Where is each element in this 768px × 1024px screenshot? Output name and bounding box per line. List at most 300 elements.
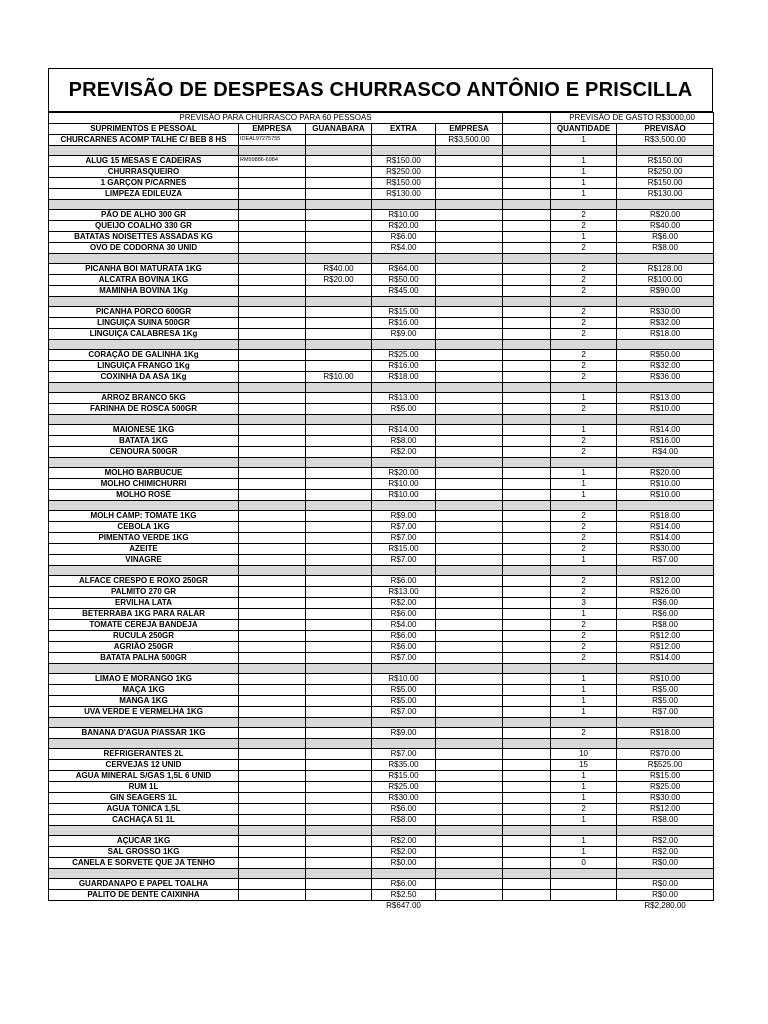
extra-cell: R$10.00 <box>372 210 436 221</box>
prev-cell: R$150.00 <box>617 156 714 167</box>
qty-cell: 2 <box>551 522 617 533</box>
empresa2-cell <box>436 598 503 609</box>
blank-cell <box>503 793 551 804</box>
total-prev: R$2,280.00 <box>644 901 686 911</box>
prev-cell: R$6.00 <box>617 598 714 609</box>
empresa-cell <box>239 490 306 501</box>
guanabara-cell <box>306 815 372 826</box>
empresa-cell <box>239 696 306 707</box>
prev-cell: R$14.00 <box>617 425 714 436</box>
spacer-row <box>49 254 714 264</box>
prev-cell: R$12.00 <box>617 631 714 642</box>
empresa2-cell <box>436 836 503 847</box>
spacer-cell <box>503 383 551 393</box>
extra-cell: R$9.00 <box>372 511 436 522</box>
empresa-cell <box>239 609 306 620</box>
spacer-cell <box>436 869 503 879</box>
guanabara-cell <box>306 782 372 793</box>
item-cell: UVA VERDE E VERMELHA 1KG <box>49 707 239 718</box>
empresa-cell <box>239 393 306 404</box>
extra-cell: R$14.00 <box>372 425 436 436</box>
item-cell: PICANHA BOI MATURATA 1KG <box>49 264 239 275</box>
table-row <box>49 490 714 501</box>
spacer-cell <box>551 340 617 350</box>
spacer-cell <box>49 383 239 393</box>
spacer-row <box>49 826 714 836</box>
blank-cell <box>503 847 551 858</box>
item-cell: ERVILHA LATA <box>49 598 239 609</box>
blank-cell <box>503 511 551 522</box>
blank-cell <box>239 901 306 912</box>
guanabara-cell <box>306 620 372 631</box>
empresa-cell <box>239 189 306 200</box>
extra-cell: R$16.00 <box>372 361 436 372</box>
blank-cell <box>503 836 551 847</box>
blank-cell <box>503 707 551 718</box>
table-row <box>49 404 714 415</box>
table-row <box>49 511 714 522</box>
guanabara-cell <box>306 436 372 447</box>
empresa-cell <box>239 275 306 286</box>
spacer-cell <box>49 566 239 576</box>
empresa2-cell <box>436 178 503 189</box>
prev-cell: R$36.00 <box>617 372 714 383</box>
extra-cell: R$10.00 <box>372 479 436 490</box>
qty-cell: 2 <box>551 533 617 544</box>
spacer-cell <box>306 566 372 576</box>
spacer-cell <box>436 340 503 350</box>
table-row <box>49 307 714 318</box>
empresa2-cell <box>436 221 503 232</box>
table-row <box>49 393 714 404</box>
qty-cell: 1 <box>551 135 617 146</box>
empresa-cell <box>239 771 306 782</box>
blank-cell <box>503 771 551 782</box>
table-row <box>49 156 714 167</box>
qty-cell: 2 <box>551 620 617 631</box>
empresa-cell <box>239 350 306 361</box>
prev-cell: R$8.00 <box>617 243 714 254</box>
guanabara-cell <box>306 544 372 555</box>
blank-cell <box>503 361 551 372</box>
empresa-cell <box>239 631 306 642</box>
extra-cell: R$6.00 <box>372 609 436 620</box>
empresa-cell <box>239 836 306 847</box>
item-cell: AGUA MINERAL S/GAS 1,5L 6 UNID <box>49 771 239 782</box>
item-cell: AZEITE <box>49 544 239 555</box>
spacer-cell <box>239 383 306 393</box>
item-cell: CACHAÇA 51 1L <box>49 815 239 826</box>
spacer-cell <box>617 200 714 210</box>
spacer-cell <box>551 297 617 307</box>
qty-cell <box>551 890 617 901</box>
prev-cell: R$18.00 <box>617 728 714 739</box>
extra-cell: R$25.00 <box>372 350 436 361</box>
qty-cell: 2 <box>551 286 617 297</box>
guanabara-cell <box>306 232 372 243</box>
spacer-cell <box>372 826 436 836</box>
spacer-cell <box>306 869 372 879</box>
item-cell: MOLHO ROSÉ <box>49 490 239 501</box>
prev-cell: R$26.00 <box>617 587 714 598</box>
item-cell: 1 GARÇON P/CARNES <box>49 178 239 189</box>
blank-cell <box>503 728 551 739</box>
spacer-cell <box>551 826 617 836</box>
table-row <box>49 771 714 782</box>
header-cell: QUANTIDADE <box>551 124 617 135</box>
table-row <box>49 329 714 340</box>
empresa2-cell <box>436 210 503 221</box>
guanabara-cell <box>306 847 372 858</box>
qty-cell: 1 <box>551 609 617 620</box>
blank-cell <box>503 642 551 653</box>
item-cell: COXINHA DA ASA 1Kg <box>49 372 239 383</box>
spacer-cell <box>306 340 372 350</box>
spacer-cell <box>551 383 617 393</box>
prev-cell: R$20.00 <box>617 468 714 479</box>
empresa-cell <box>239 879 306 890</box>
empresa2-cell <box>436 350 503 361</box>
table-row <box>49 707 714 718</box>
qty-cell: 1 <box>551 490 617 501</box>
qty-cell: 2 <box>551 361 617 372</box>
empresa-cell <box>239 404 306 415</box>
table-row <box>49 286 714 297</box>
prev-cell: R$25.00 <box>617 782 714 793</box>
empresa-cell <box>239 329 306 340</box>
guanabara-cell <box>306 836 372 847</box>
table-row <box>49 815 714 826</box>
empresa-cell <box>239 511 306 522</box>
extra-cell: R$7.00 <box>372 653 436 664</box>
page-title: PREVISÃO DE DESPESAS CHURRASCO ANTÔNIO E PRISCILLA <box>48 68 713 112</box>
empresa-cell <box>239 286 306 297</box>
spacer-row <box>49 869 714 879</box>
spacer-cell <box>372 297 436 307</box>
empresa-cell <box>239 890 306 901</box>
spacer-cell <box>239 664 306 674</box>
prev-cell: R$18.00 <box>617 511 714 522</box>
empresa2-cell <box>436 707 503 718</box>
extra-cell: R$250.00 <box>372 167 436 178</box>
spacer-row <box>49 501 714 511</box>
prev-cell: R$12.00 <box>617 576 714 587</box>
table-row <box>49 544 714 555</box>
table-row <box>49 760 714 771</box>
prev-cell: R$10.00 <box>617 490 714 501</box>
blank-cell <box>503 167 551 178</box>
extra-cell: R$0.00 <box>372 858 436 869</box>
extra-cell: R$64.00 <box>372 264 436 275</box>
guanabara-cell <box>306 576 372 587</box>
qty-cell: 1 <box>551 836 617 847</box>
item-cell: CANELA E SORVETE QUE JA TENHO <box>49 858 239 869</box>
spacer-cell <box>551 458 617 468</box>
prev-cell: R$0.00 <box>617 858 714 869</box>
prev-cell: R$32.00 <box>617 318 714 329</box>
spacer-cell <box>372 383 436 393</box>
prev-cell: R$40.00 <box>617 221 714 232</box>
spacer-cell <box>551 869 617 879</box>
item-cell: AGRIÃO 250GR <box>49 642 239 653</box>
empresa2-cell <box>436 685 503 696</box>
guanabara-cell <box>306 760 372 771</box>
table-row <box>49 653 714 664</box>
blank-cell <box>503 436 551 447</box>
spacer-row <box>49 297 714 307</box>
spacer-cell <box>306 383 372 393</box>
table-row <box>49 631 714 642</box>
item-cell: CERVEJAS 12 UNID <box>49 760 239 771</box>
extra-cell: R$16.00 <box>372 318 436 329</box>
empresa-cell <box>239 447 306 458</box>
guanabara-cell <box>306 393 372 404</box>
guanabara-cell <box>306 771 372 782</box>
table-row <box>49 728 714 739</box>
qty-cell: 2 <box>551 511 617 522</box>
blank-cell <box>503 210 551 221</box>
prev-cell: R$4.00 <box>617 447 714 458</box>
empresa-cell <box>239 685 306 696</box>
spacer-cell <box>617 297 714 307</box>
qty-cell: 1 <box>551 393 617 404</box>
guanabara-cell <box>306 350 372 361</box>
empresa2-cell <box>436 653 503 664</box>
prev-cell: R$8.00 <box>617 815 714 826</box>
total-extra: R$647.00 <box>386 901 421 911</box>
extra-cell: R$13.00 <box>372 587 436 598</box>
empresa-cell <box>239 587 306 598</box>
spreadsheet <box>48 68 713 911</box>
item-cell: BANANA D'AGUA P/ASSAR 1KG <box>49 728 239 739</box>
prev-cell: R$70.00 <box>617 749 714 760</box>
item-cell: ALUG 15 MESAS E CADEIRAS <box>49 156 239 167</box>
item-cell: LIMPEZA EDILEUZA <box>49 189 239 200</box>
empresa-cell <box>239 210 306 221</box>
empresa-cell <box>239 167 306 178</box>
item-cell: VINAGRE <box>49 555 239 566</box>
item-cell: REFRIGERANTES 2L <box>49 749 239 760</box>
blank-cell <box>503 749 551 760</box>
empresa-cell <box>239 620 306 631</box>
empresa2-cell <box>436 490 503 501</box>
spacer-row <box>49 383 714 393</box>
empresa2-cell <box>436 264 503 275</box>
guanabara-cell <box>306 858 372 869</box>
extra-cell: R$15.00 <box>372 771 436 782</box>
blank-cell <box>503 760 551 771</box>
prev-cell: R$32.00 <box>617 361 714 372</box>
empresa-cell <box>239 707 306 718</box>
spacer-cell <box>436 739 503 749</box>
guanabara-cell <box>306 329 372 340</box>
header-cell <box>503 124 551 135</box>
extra-cell: R$30.00 <box>372 793 436 804</box>
blank-cell <box>503 544 551 555</box>
item-cell: TOMATE CEREJA BANDEJA <box>49 620 239 631</box>
blank-cell <box>503 804 551 815</box>
prev-cell: R$100.00 <box>617 275 714 286</box>
guanabara-cell: R$10.00 <box>306 372 372 383</box>
spacer-cell <box>306 739 372 749</box>
spacer-cell <box>306 200 372 210</box>
table-row <box>49 587 714 598</box>
spacer-cell <box>503 415 551 425</box>
guanabara-cell <box>306 793 372 804</box>
spacer-cell <box>239 297 306 307</box>
item-cell: AGUA TONICA 1,5L <box>49 804 239 815</box>
blank-cell <box>503 275 551 286</box>
spacer-cell <box>551 718 617 728</box>
qty-cell <box>551 879 617 890</box>
empresa-cell <box>239 178 306 189</box>
spacer-row <box>49 566 714 576</box>
prev-cell: R$2.00 <box>617 847 714 858</box>
empresa-cell <box>239 479 306 490</box>
table-row <box>49 696 714 707</box>
table-row <box>49 167 714 178</box>
prev-cell: R$5.00 <box>617 696 714 707</box>
prev-cell: R$5.00 <box>617 685 714 696</box>
item-cell: GUARDANAPO E PAPEL TOALHA <box>49 879 239 890</box>
item-cell: MOLHO BARBUCUE <box>49 468 239 479</box>
table-row <box>49 425 714 436</box>
table-row <box>49 189 714 200</box>
spacer-cell <box>306 415 372 425</box>
spacer-cell <box>372 254 436 264</box>
blank-cell <box>306 901 372 912</box>
spacer-row <box>49 458 714 468</box>
empresa2-cell <box>436 275 503 286</box>
spacer-cell <box>617 340 714 350</box>
empresa2-cell <box>436 771 503 782</box>
prev-cell: R$90.00 <box>617 286 714 297</box>
qty-cell: 1 <box>551 232 617 243</box>
prev-cell: R$16.00 <box>617 436 714 447</box>
table-row <box>49 447 714 458</box>
guanabara-cell <box>306 156 372 167</box>
qty-cell: 1 <box>551 468 617 479</box>
extra-cell: R$2.00 <box>372 447 436 458</box>
spacer-cell <box>239 415 306 425</box>
totals-row <box>49 901 714 912</box>
spacer-cell <box>239 146 306 156</box>
spacer-cell <box>239 739 306 749</box>
spacer-cell <box>306 664 372 674</box>
empresa2-cell <box>436 404 503 415</box>
qty-cell: 2 <box>551 576 617 587</box>
empresa2-cell <box>436 847 503 858</box>
spacer-cell <box>239 826 306 836</box>
spacer-cell <box>49 869 239 879</box>
qty-cell: 0 <box>551 858 617 869</box>
empresa2-cell <box>436 782 503 793</box>
blank-cell <box>503 318 551 329</box>
empresa2-cell <box>436 587 503 598</box>
item-cell: PÃO DE ALHO 300 GR <box>49 210 239 221</box>
item-cell: MANGA 1KG <box>49 696 239 707</box>
blank-cell <box>503 522 551 533</box>
empresa2-cell <box>436 890 503 901</box>
qty-cell: 1 <box>551 685 617 696</box>
empresa-cell <box>239 598 306 609</box>
spacer-cell <box>617 383 714 393</box>
empresa2-cell <box>436 156 503 167</box>
item-cell: CHURRASQUEIRO <box>49 167 239 178</box>
empresa2-cell <box>436 361 503 372</box>
item-cell: RUCULA 250GR <box>49 631 239 642</box>
qty-cell: 1 <box>551 555 617 566</box>
item-cell: LINGUIÇA SUINA 500GR <box>49 318 239 329</box>
spacer-cell <box>551 146 617 156</box>
empresa2-cell <box>436 189 503 200</box>
item-cell: MAIONESE 1KG <box>49 425 239 436</box>
spacer-cell <box>436 458 503 468</box>
prev-cell: R$14.00 <box>617 533 714 544</box>
guanabara-cell <box>306 135 372 146</box>
blank-cell <box>503 609 551 620</box>
spacer-cell <box>436 415 503 425</box>
spacer-cell <box>239 340 306 350</box>
spacer-cell <box>617 415 714 425</box>
spacer-cell <box>503 297 551 307</box>
subtitle: PREVISÃO PARA CHURRASCO PARA 60 PESSOAS <box>49 113 503 124</box>
spacer-cell <box>306 146 372 156</box>
extra-cell: R$9.00 <box>372 728 436 739</box>
extra-cell: R$2.50 <box>372 890 436 901</box>
qty-cell: 1 <box>551 178 617 189</box>
guanabara-cell <box>306 243 372 254</box>
empresa-cell <box>239 576 306 587</box>
extra-cell: R$10.00 <box>372 490 436 501</box>
blank-cell <box>503 674 551 685</box>
table-row <box>49 749 714 760</box>
spacer-cell <box>617 566 714 576</box>
spacer-row <box>49 415 714 425</box>
spacer-cell <box>49 501 239 511</box>
guanabara-cell <box>306 404 372 415</box>
spacer-cell <box>49 826 239 836</box>
spacer-cell <box>306 458 372 468</box>
empresa-cell <box>239 372 306 383</box>
guanabara-cell <box>306 286 372 297</box>
qty-cell: 2 <box>551 372 617 383</box>
empresa2-cell <box>436 609 503 620</box>
prev-cell: R$12.00 <box>617 804 714 815</box>
item-cell: BATATA 1KG <box>49 436 239 447</box>
spacer-cell <box>372 340 436 350</box>
item-cell: BETERRABA 1KG PARA RALAR <box>49 609 239 620</box>
prev-cell: R$12.00 <box>617 642 714 653</box>
blank-cell <box>503 858 551 869</box>
prev-cell: R$250.00 <box>617 167 714 178</box>
spacer-row <box>49 664 714 674</box>
header-cell: GUANABARA <box>306 124 372 135</box>
guanabara-cell <box>306 178 372 189</box>
spacer-cell <box>551 415 617 425</box>
qty-cell: 2 <box>551 307 617 318</box>
blank-cell <box>503 479 551 490</box>
empresa2-cell <box>436 674 503 685</box>
item-cell: MAMINHA BOVINA 1Kg <box>49 286 239 297</box>
empresa2-cell <box>436 760 503 771</box>
empresa2-cell <box>436 620 503 631</box>
prev-cell: R$128.00 <box>617 264 714 275</box>
blank-cell <box>436 901 503 912</box>
extra-cell: R$50.00 <box>372 275 436 286</box>
table-row <box>49 318 714 329</box>
prev-cell: R$130.00 <box>617 189 714 200</box>
